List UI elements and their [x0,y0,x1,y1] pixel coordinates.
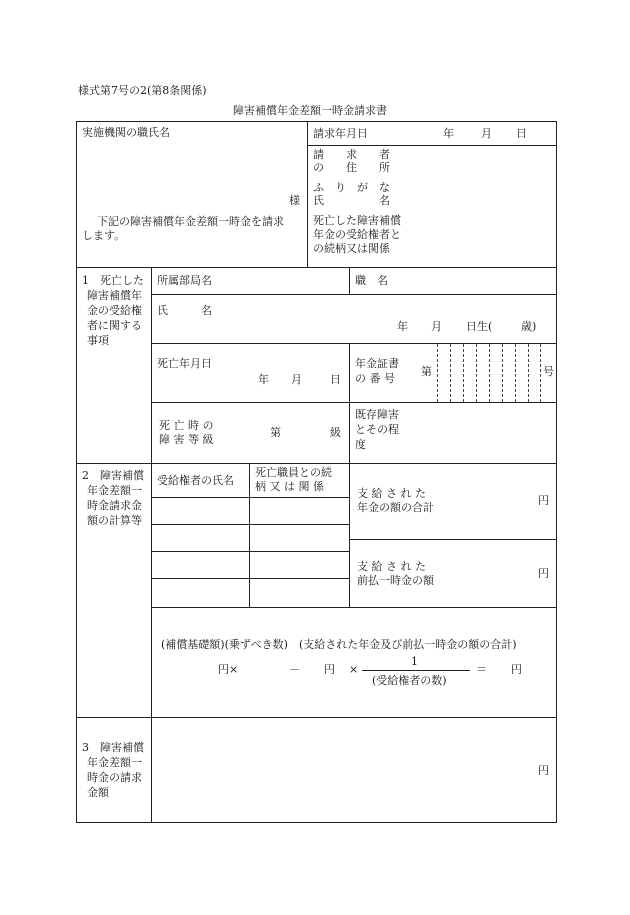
form-number: 様式第7号の2(第8条関係) [78,84,207,97]
section1-label-line: 金の受給権 [87,304,142,317]
birth-month: 月 [431,320,442,333]
position-label: 職 名 [355,274,388,287]
pension-cert-label-2: の 番 号 [355,372,395,385]
section2-label-line: 額の計算等 [87,514,142,527]
section1-label-line: 1 死亡した [82,274,144,287]
death-date-label: 死亡年月日 [157,357,212,370]
request-text-line2: します。 [82,229,126,242]
section1-label-line: 者に関する [87,319,142,332]
total-pension-label-1: 支 給 さ れ た [357,487,426,500]
relation-label-1: 死亡した障害補償 [313,214,401,227]
agency-label: 実施機関の職氏名 [82,126,170,139]
death-month: 月 [291,373,302,386]
relation-label-3: の続柄又は関係 [313,242,390,255]
formula-times: × [349,663,359,676]
death-day: 日 [330,373,341,386]
section1-label-line: 事項 [87,334,109,347]
birth-day: 日生( [466,320,493,333]
furigana-label: ふ り が な [313,181,390,194]
section2-label-line: 年金差額一 [87,484,142,497]
request-date-label: 請求年月日 [313,127,368,140]
pension-cert-label-1: 年金証書 [355,357,399,370]
existing-disability-1: 既存障害 [355,408,399,421]
honorific: 様 [289,194,300,207]
birth-year: 年 [397,320,408,333]
formula-header: (補償基礎額)(乗ずべき数) (支給された年金及び前払一時金の額の合計) [161,638,517,651]
section3-label-line: 3 障害補償 [82,741,144,754]
fraction-bar [362,670,470,671]
lump-sum-label-2: 前払一時金の額 [357,574,434,587]
request-month: 月 [481,127,492,140]
request-year: 年 [443,127,454,140]
col-relation-1: 死亡職員との続 [255,466,332,479]
total-pension-label-2: 年金の額の合計 [357,501,434,514]
section1-label-line: 障害補償年 [87,289,142,302]
formula-denominator: (受給権者の数) [372,674,447,687]
claimant-address-label-2: の 住 所 [313,161,390,174]
deceased-name-label: 氏 名 [157,304,212,317]
grade-label-2: 障 害 等 級 [159,433,214,446]
section3-label-line: 金額 [87,786,109,799]
section2-label-line: 2 障害補償 [82,469,144,482]
request-text-line1: 下記の障害補償年金差額一時金を請求 [97,215,284,228]
grade-dai: 第 [270,426,281,439]
formula-minus: － [289,663,300,676]
col-relation-2: 柄 又 は 関 係 [255,480,324,493]
existing-disability-2: とその程 [355,423,399,436]
claim-amount-yen: 円 [538,764,549,777]
grade-label-1: 死 亡 時 の [159,419,214,432]
form-title: 障害補償年金差額一時金請求書 [233,104,387,117]
formula-equals: ＝ [476,663,487,676]
request-day: 日 [516,127,527,140]
formula-numerator: 1 [411,655,418,668]
death-year: 年 [258,373,269,386]
existing-disability-3: 度 [355,438,366,451]
formula-yen: 円 [324,663,335,676]
section3-label-line: 時金の請求 [87,771,142,784]
relation-label-2: 年金の受給権者と [313,228,401,241]
total-pension-yen: 円 [538,494,549,507]
claimant-name-label: 氏 名 [313,194,390,207]
formula-result-yen: 円 [511,663,522,676]
dept-label: 所属部局名 [157,274,212,287]
cert-suffix: 号 [543,365,554,378]
claimant-address-label-1: 請 求 者 [313,148,390,161]
section2-label-line: 時金請求金 [87,499,142,512]
grade-kyu: 級 [330,426,341,439]
cert-prefix: 第 [421,365,432,378]
formula-yen-times: 円× [218,663,239,676]
section3-label-line: 年金差額一 [87,756,142,769]
lump-sum-label-1: 支 給 さ れ た [357,560,426,573]
col-recipient-name: 受給権者の氏名 [157,474,234,487]
age-label: 歳) [521,320,537,333]
lump-sum-yen: 円 [538,567,549,580]
